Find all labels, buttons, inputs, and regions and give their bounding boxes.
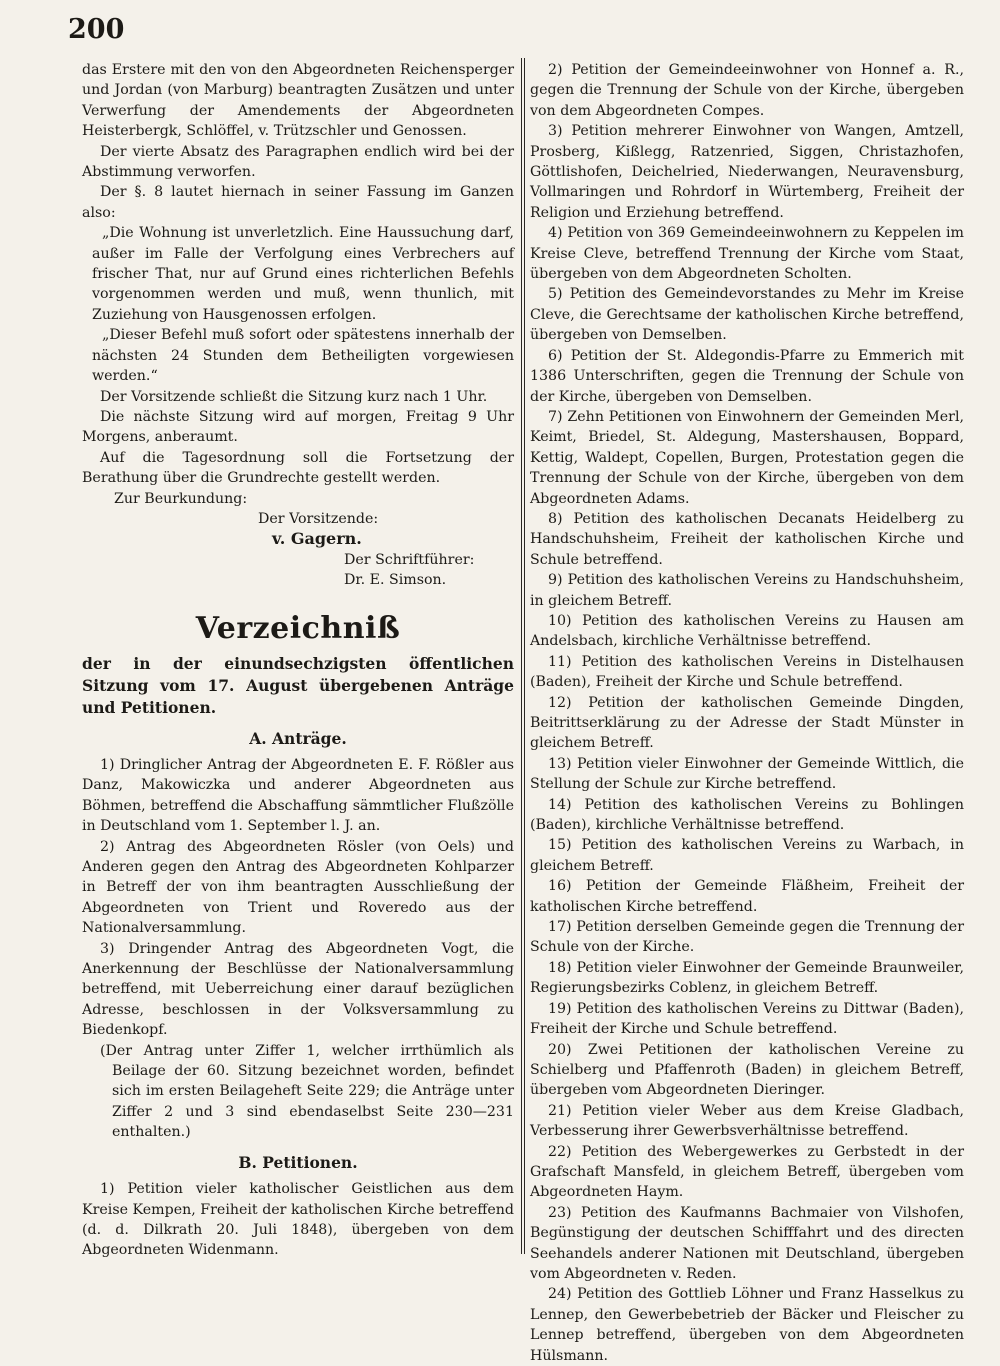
subsection-title: B. Petitionen.: [238, 1152, 358, 1172]
list-item: 2) Petition der Gemeindeeinwohner von Honnef a. R., gegen die Trennung der Schule von der Kirche, übergeben von dem Abgeordneten Compes.: [530, 62, 964, 119]
secretary-name: Dr. E. Simson.: [344, 572, 447, 589]
list-item: 15) Petition des katholischen Vereins zu Warbach, in gleichem Betreff.: [530, 837, 964, 874]
list-item: 14) Petition des katholischen Vereins zu Bohlingen (Baden), kirchliche Verhältnisse betreffend.: [530, 796, 964, 834]
left-column: [82, 60, 514, 1261]
list-item: 9) Petition des katholischen Vereins zu Handschuhsheim, in gleichem Betreff.: [530, 572, 964, 609]
editorial-note: (Der Antrag unter Ziffer 1, welcher irrthümlich als Beilage der 60. Sitzung bezeichnet worden, befindet sich im ersten Beilageheft Seite 229; die Anträge unter Ziffer 2 und 3 sind ebendaselbst Seite 230—231 enthalten.): [100, 1042, 514, 1141]
list-item: 19) Petition des katholischen Vereins zu Dittwar (Baden), Freiheit der Kirche und Schule betreffend.: [530, 1000, 964, 1038]
paragraph: Der vierte Absatz des Paragraphen endlich wird bei der Abstimmung verworfen.: [82, 143, 514, 181]
quote-paragraph: „Die Wohnung ist unverletzlich. Eine Haussuchung darf, außer im Falle der Verfolgung eines Verbrechers auf frischer That, nur auf Grund eines richterlichen Befehls vorgenommen werden und muß, wenn thunlich, mit Zuziehung von Hausgenossen erfolgen.: [92, 225, 514, 323]
secretary-label: Der Schriftführer:: [344, 551, 475, 568]
list-item: 5) Petition des Gemeindevorstandes zu Mehr im Kreise Cleve, die Gerechtsame der katholischen Kirche betreffend, übergeben von Demselben.: [530, 286, 964, 344]
list-item: 21) Petition vieler Weber aus dem Kreise Gladbach, Verbesserung ihrer Gewerbsverhältnisse betreffend.: [530, 1102, 964, 1140]
list-item: 8) Petition des katholischen Decanats Heidelberg zu Handschuhsheim, Freiheit der katholischen Kirche und Schule betreffend.: [530, 510, 964, 568]
paragraph: Die nächste Sitzung wird auf morgen, Freitag 9 Uhr Morgens, anberaumt.: [82, 408, 514, 446]
list-item: 16) Petition der Gemeinde Fläßheim, Freiheit der katholischen Kirche betreffend.: [530, 878, 964, 915]
list-item: 20) Zwei Petitionen der katholischen Vereine zu Schielberg und Pfaffenroth (Baden) in gleichem Betreff, übergeben vom Abgeordneten Dieringer.: [530, 1041, 964, 1099]
section-subheading: der in der einundsechzigsten öffentlichen Sitzung vom 17. August übergebenen Anträge und Petitionen.: [82, 653, 514, 717]
page-number: 200: [68, 14, 125, 45]
paragraph: das Erstere mit den von den Abgeordneten Reichensperger und Jordan (von Marburg) beantragten Zusätzen und unter Verwerfung der Amendements der Abgeordneten Heisterbergk, Schlöffel, v. Trützschler und Genossen.: [82, 62, 514, 140]
president-label: Der Vorsitzende:: [258, 510, 379, 527]
list-item: 7) Zehn Petitionen von Einwohnern der Gemeinden Merl, Keimt, Briedel, St. Aldegung, Mastershausen, Boppard, Kettig, Waldept, Copellen, Burgen, Protestation gegen die Trennung der Schule von der Kirche, übergeben von dem Abgeordneten Adams.: [530, 408, 964, 507]
quote-paragraph: „Dieser Befehl muß sofort oder spätestens innerhalb der nächsten 24 Stunden dem Betheiligten vorgewiesen werden.“: [92, 327, 514, 385]
list-item: 6) Petition der St. Aldegondis-Pfarre zu Emmerich mit 1386 Unterschriften, gegen die Trennung der Schule von der Kirche, übergeben von Demselben.: [530, 347, 964, 405]
list-item: 18) Petition vieler Einwohner der Gemeinde Braunweiler, Regierungsbezirks Coblenz, in gleichem Betreff.: [530, 959, 964, 997]
list-item: 10) Petition des katholischen Vereins zu Hausen am Andelsbach, kirchliche Verhältnisse betreffend.: [530, 612, 964, 650]
paragraph: Der Vorsitzende schließt die Sitzung kurz nach 1 Uhr.: [100, 388, 488, 405]
list-item: 22) Petition des Webergewerkes zu Gerbstedt in der Grafschaft Mansfeld, in gleichem Betreff, übergeben vom Abgeordneten Haym.: [530, 1143, 964, 1201]
list-item: 13) Petition vieler Einwohner der Gemeinde Wittlich, die Stellung der Schule zur Kirche betreffend.: [530, 755, 964, 793]
column-divider: [521, 58, 522, 1254]
right-column: [530, 60, 964, 1366]
list-item: 12) Petition der katholischen Gemeinde Dingden, Beitrittserklärung zu der Adresse der Stadt Münster in gleichem Betreff.: [530, 694, 964, 752]
president-name: v. Gagern.: [272, 529, 362, 549]
list-item: 1) Petition vieler katholischer Geistlichen aus dem Kreise Kempen, Freiheit der katholischen Kirche betreffend (d. d. Dilkrath 20. Juli 1848), übergeben von dem Abgeordneten Widenmann.: [82, 1181, 514, 1259]
list-item: 24) Petition des Gottlieb Löhner und Franz Hasselkus zu Lennep, den Gewerbebetrieb der Bäcker und Fleischer zu Lennep betreffend, übergeben von dem Abgeordneten Hülsmann.: [530, 1286, 964, 1364]
list-item: 4) Petition von 369 Gemeindeeinwohnern zu Keppelen im Kreise Cleve, betreffend Trennung der Kirche vom Staat, übergeben von dem Abgeordneten Scholten.: [530, 225, 964, 283]
list-item: 11) Petition des katholischen Vereins in Distelhausen (Baden), Freiheit der Kirche und Schule betreffend.: [530, 653, 964, 691]
list-item: 1) Dringlicher Antrag der Abgeordneten E. F. Rößler aus Danz, Makowiczka und anderer Abgeordneten aus Böhmen, betreffend die Abschaffung sämmtlicher Flußzölle in Deutschland vom 1. September l. J. an.: [82, 756, 514, 835]
certification-label: Zur Beurkundung:: [114, 490, 248, 507]
list-item: 17) Petition derselben Gemeinde gegen die Trennung der Schule von der Kirche.: [530, 919, 964, 956]
list-item: 3) Dringender Antrag des Abgeordneten Vogt, die Anerkennung der Beschlüsse der Nationalversammlung betreffend, mit Ueberreichung einer darauf bezüglichen Adresse, beschlossen in der Volksversammlung zu Biedenkopf.: [82, 940, 514, 1039]
paragraph: Der §. 8 lautet hiernach in seiner Fassung im Ganzen also:: [82, 184, 514, 221]
column-divider: [524, 58, 525, 1254]
list-item: 3) Petition mehrerer Einwohner von Wangen, Amtzell, Prosberg, Kißlegg, Ratzenried, Siggen, Christazhofen, Göttlishofen, Deichelried, Niederwangen, Neuravensburg, Vollmaringen und Rohrdorf in Würtemberg, Freiheit der Religion und Erziehung betreffend.: [530, 123, 964, 221]
section-heading: Verzeichniß: [195, 610, 401, 646]
list-item: 23) Petition des Kaufmanns Bachmaier von Vilshofen, Begünstigung der deutschen Schifffahrt und des directen Seehandels anderer Nationen mit Deutschland, übergeben vom Abgeordneten v. Reden.: [530, 1204, 964, 1282]
list-item: 2) Antrag des Abgeordneten Rösler (von Oels) und Anderen gegen den Antrag des Abgeordneten Kohlparzer in Betreff der von ihm beantragten Ausschließung der Abgeordneten von Trient und Roveredo aus der Nationalversammlung.: [82, 838, 514, 937]
subsection-title: A. Anträge.: [249, 728, 347, 748]
paragraph: Auf die Tagesordnung soll die Fortsetzung der Berathung über die Grundrechte gestellt werden.: [82, 449, 514, 487]
